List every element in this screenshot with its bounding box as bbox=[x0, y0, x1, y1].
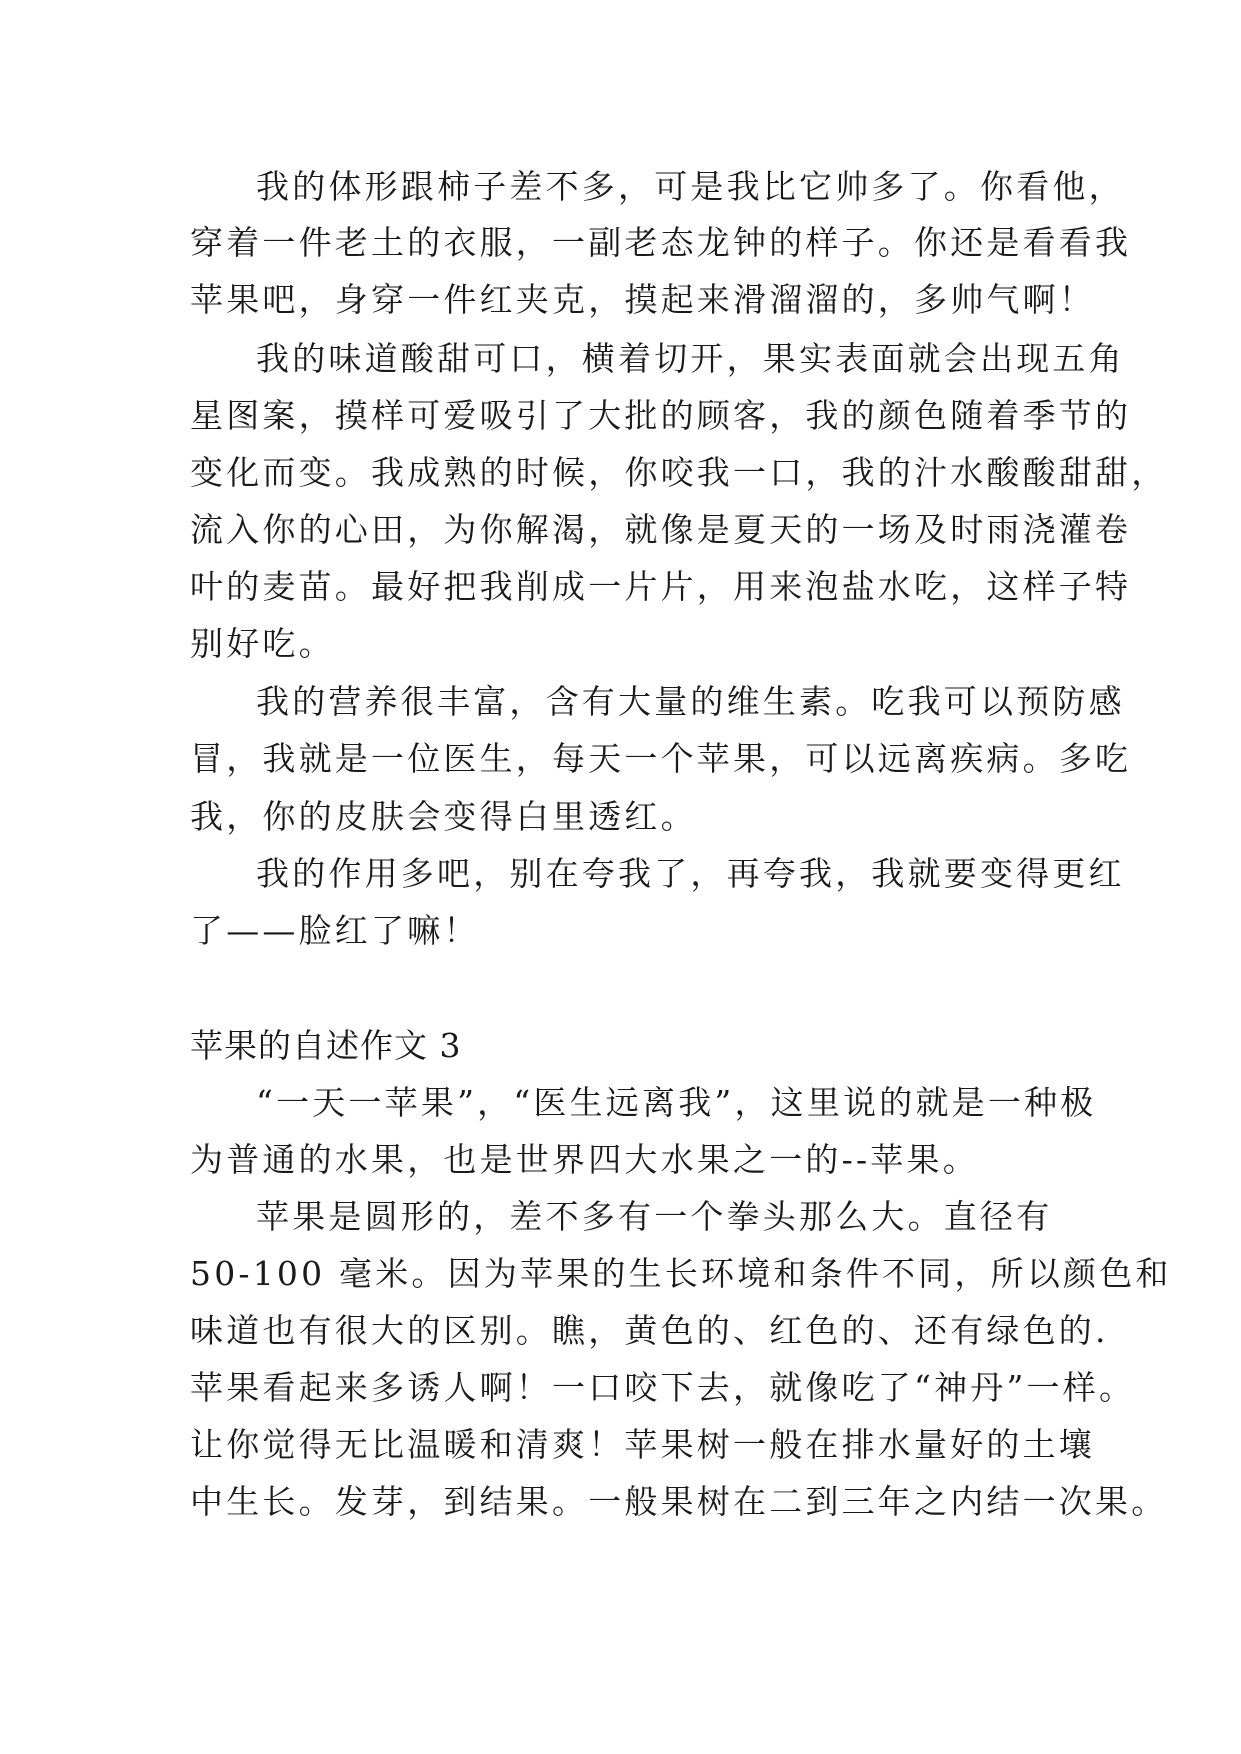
text-line: 中生长。发芽，到结果。一般果树在二到三年之内结一次果。 bbox=[190, 1482, 1168, 1521]
text-line: 别好吃。 bbox=[190, 624, 335, 663]
text-line: 苹果看起来多诱人啊！一口咬下去，就像吃了“神丹”一样。 bbox=[190, 1368, 1136, 1407]
text-line: 变化而变。我成熟的时候，你咬我一口，我的汁水酸酸甜甜， bbox=[190, 453, 1168, 492]
text-line: 冒，我就是一位医生，每天一个苹果，可以远离疾病。多吃 bbox=[190, 739, 1132, 778]
text-line: “一天一苹果”，“医生远离我”，这里说的就是一种极 bbox=[256, 1083, 1097, 1122]
text-line: 流入你的心田，为你解渴，就像是夏天的一场及时雨浇灌卷 bbox=[190, 510, 1132, 549]
text-line: 苹果是圆形的，差不多有一个拳头那么大。直径有 bbox=[256, 1197, 1053, 1236]
text-line: 我，你的皮肤会变得白里透红。 bbox=[190, 797, 697, 836]
text-line: 了——脸红了嘛！ bbox=[190, 911, 480, 950]
text-line: 味道也有很大的区别。瞧，黄色的、红色的、还有绿色的. bbox=[190, 1311, 1109, 1350]
text-line: 星图案，摸样可爱吸引了大批的顾客，我的颜色随着季节的 bbox=[190, 396, 1132, 435]
text-line: 我的体形跟柿子差不多，可是我比它帅多了。你看他， bbox=[256, 167, 1125, 206]
text-line: 让你觉得无比温暖和清爽！苹果树一般在排水量好的土壤 bbox=[190, 1425, 1095, 1464]
text-line: 50-100 毫米。因为苹果的生长环境和条件不同，所以颜色和 bbox=[190, 1254, 1172, 1293]
text-line: 叶的麦苗。最好把我削成一片片，用来泡盐水吃，这样子特 bbox=[190, 567, 1132, 606]
text-line: 我的味道酸甜可口，横着切开，果实表面就会出现五角 bbox=[256, 339, 1125, 378]
text-line: 苹果吧，身穿一件红夹克，摸起来滑溜溜的，多帅气啊！ bbox=[190, 280, 1095, 319]
text-line: 我的作用多吧，别在夸我了，再夸我，我就要变得更红 bbox=[256, 854, 1125, 893]
text-line: 穿着一件老土的衣服，一副老态龙钟的样子。你还是看看我 bbox=[190, 223, 1132, 262]
text-line: 我的营养很丰富，含有大量的维生素。吃我可以预防感 bbox=[256, 682, 1125, 721]
text-line: 为普通的水果，也是世界四大水果之一的--苹果。 bbox=[190, 1140, 979, 1179]
section-title: 苹果的自述作文 3 bbox=[190, 1026, 462, 1065]
